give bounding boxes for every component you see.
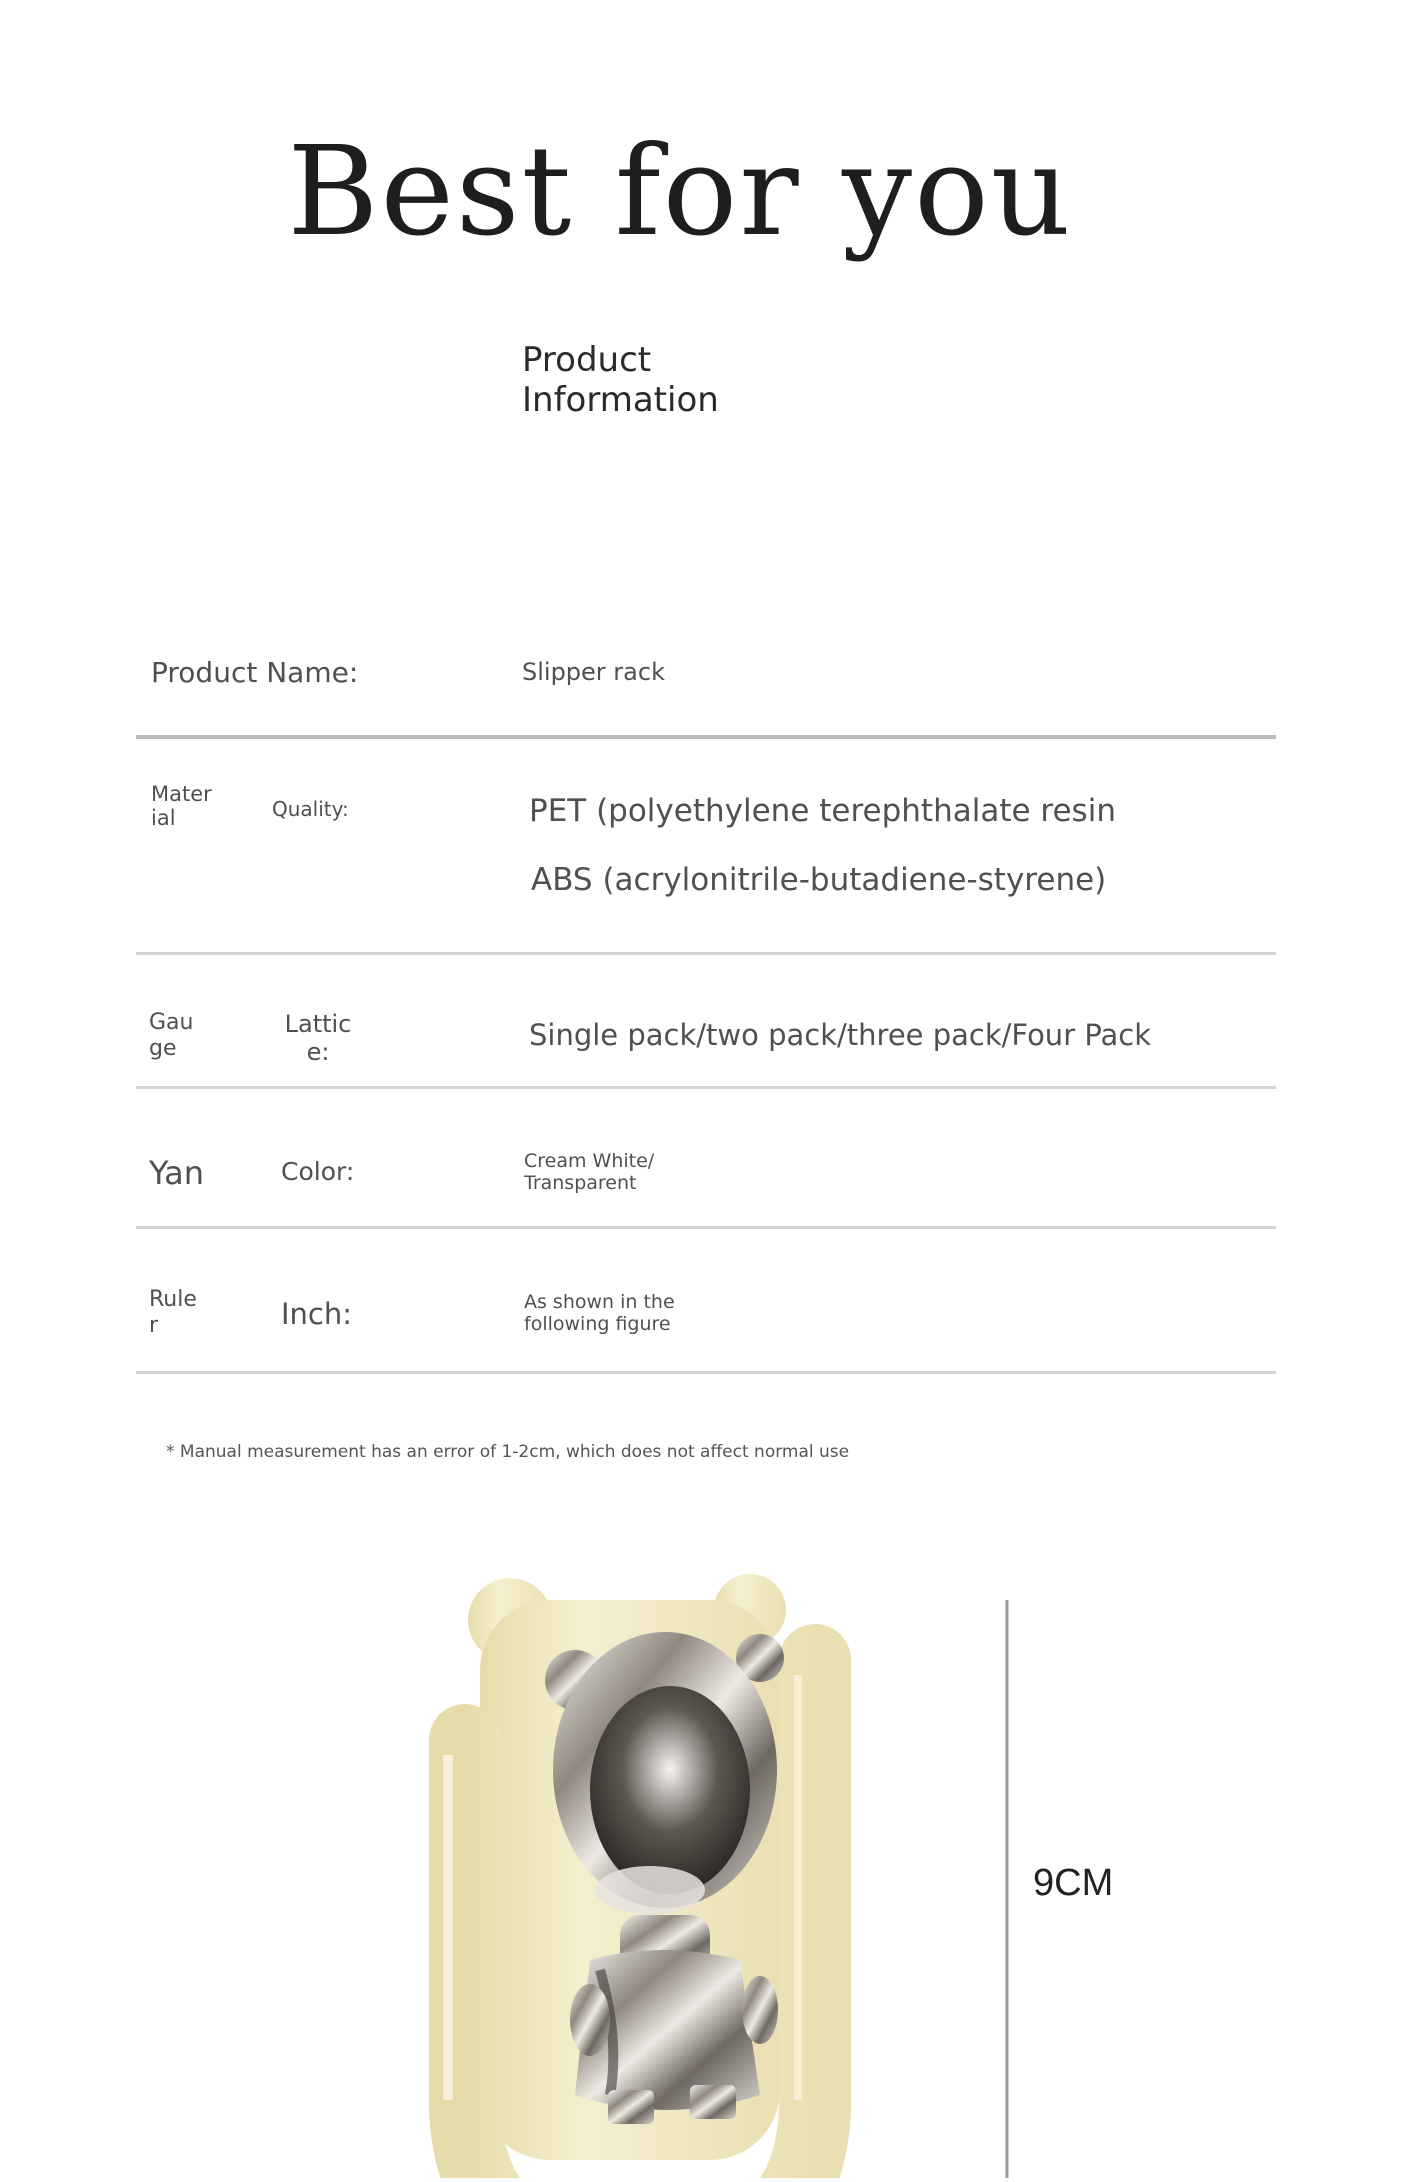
section-title: Product Information: [522, 340, 719, 420]
lattice-label: Lattic e:: [284, 1010, 352, 1066]
ruler-label: Rule r: [149, 1287, 197, 1338]
color-label-prefix: Yan: [149, 1154, 205, 1192]
divider: [136, 952, 1276, 955]
color-label: Color:: [281, 1157, 355, 1186]
quality-label: Quality:: [272, 797, 349, 821]
inch-label: Inch:: [281, 1297, 353, 1331]
product-name-label: Product Name:: [151, 656, 359, 689]
divider: [136, 735, 1276, 739]
material-label: Mater ial: [151, 782, 212, 830]
page-headline: Best for you: [287, 120, 1073, 264]
slipper-rack-illustration: [0, 1540, 1407, 2178]
divider: [136, 1371, 1276, 1374]
divider: [136, 1086, 1276, 1089]
gauge-label: Gau ge: [149, 1010, 194, 1061]
pack-options-value: Single pack/two pack/three pack/Four Pack: [529, 1018, 1152, 1052]
color-value: Cream White/ Transparent: [524, 1150, 655, 1194]
material-value-abs: ABS (acrylonitrile-butadiene-styrene): [531, 862, 1107, 898]
product-figure: [0, 1540, 1407, 2178]
product-name-value: Slipper rack: [522, 658, 665, 686]
divider: [136, 1226, 1276, 1229]
measurement-note: * Manual measurement has an error of 1-2cm, which does not affect normal use: [166, 1442, 850, 1462]
material-value-pet: PET (polyethylene terephthalate resin: [529, 793, 1116, 829]
dimension-label: 9CM: [1033, 1862, 1114, 1904]
size-value: As shown in the following figure: [524, 1291, 675, 1335]
